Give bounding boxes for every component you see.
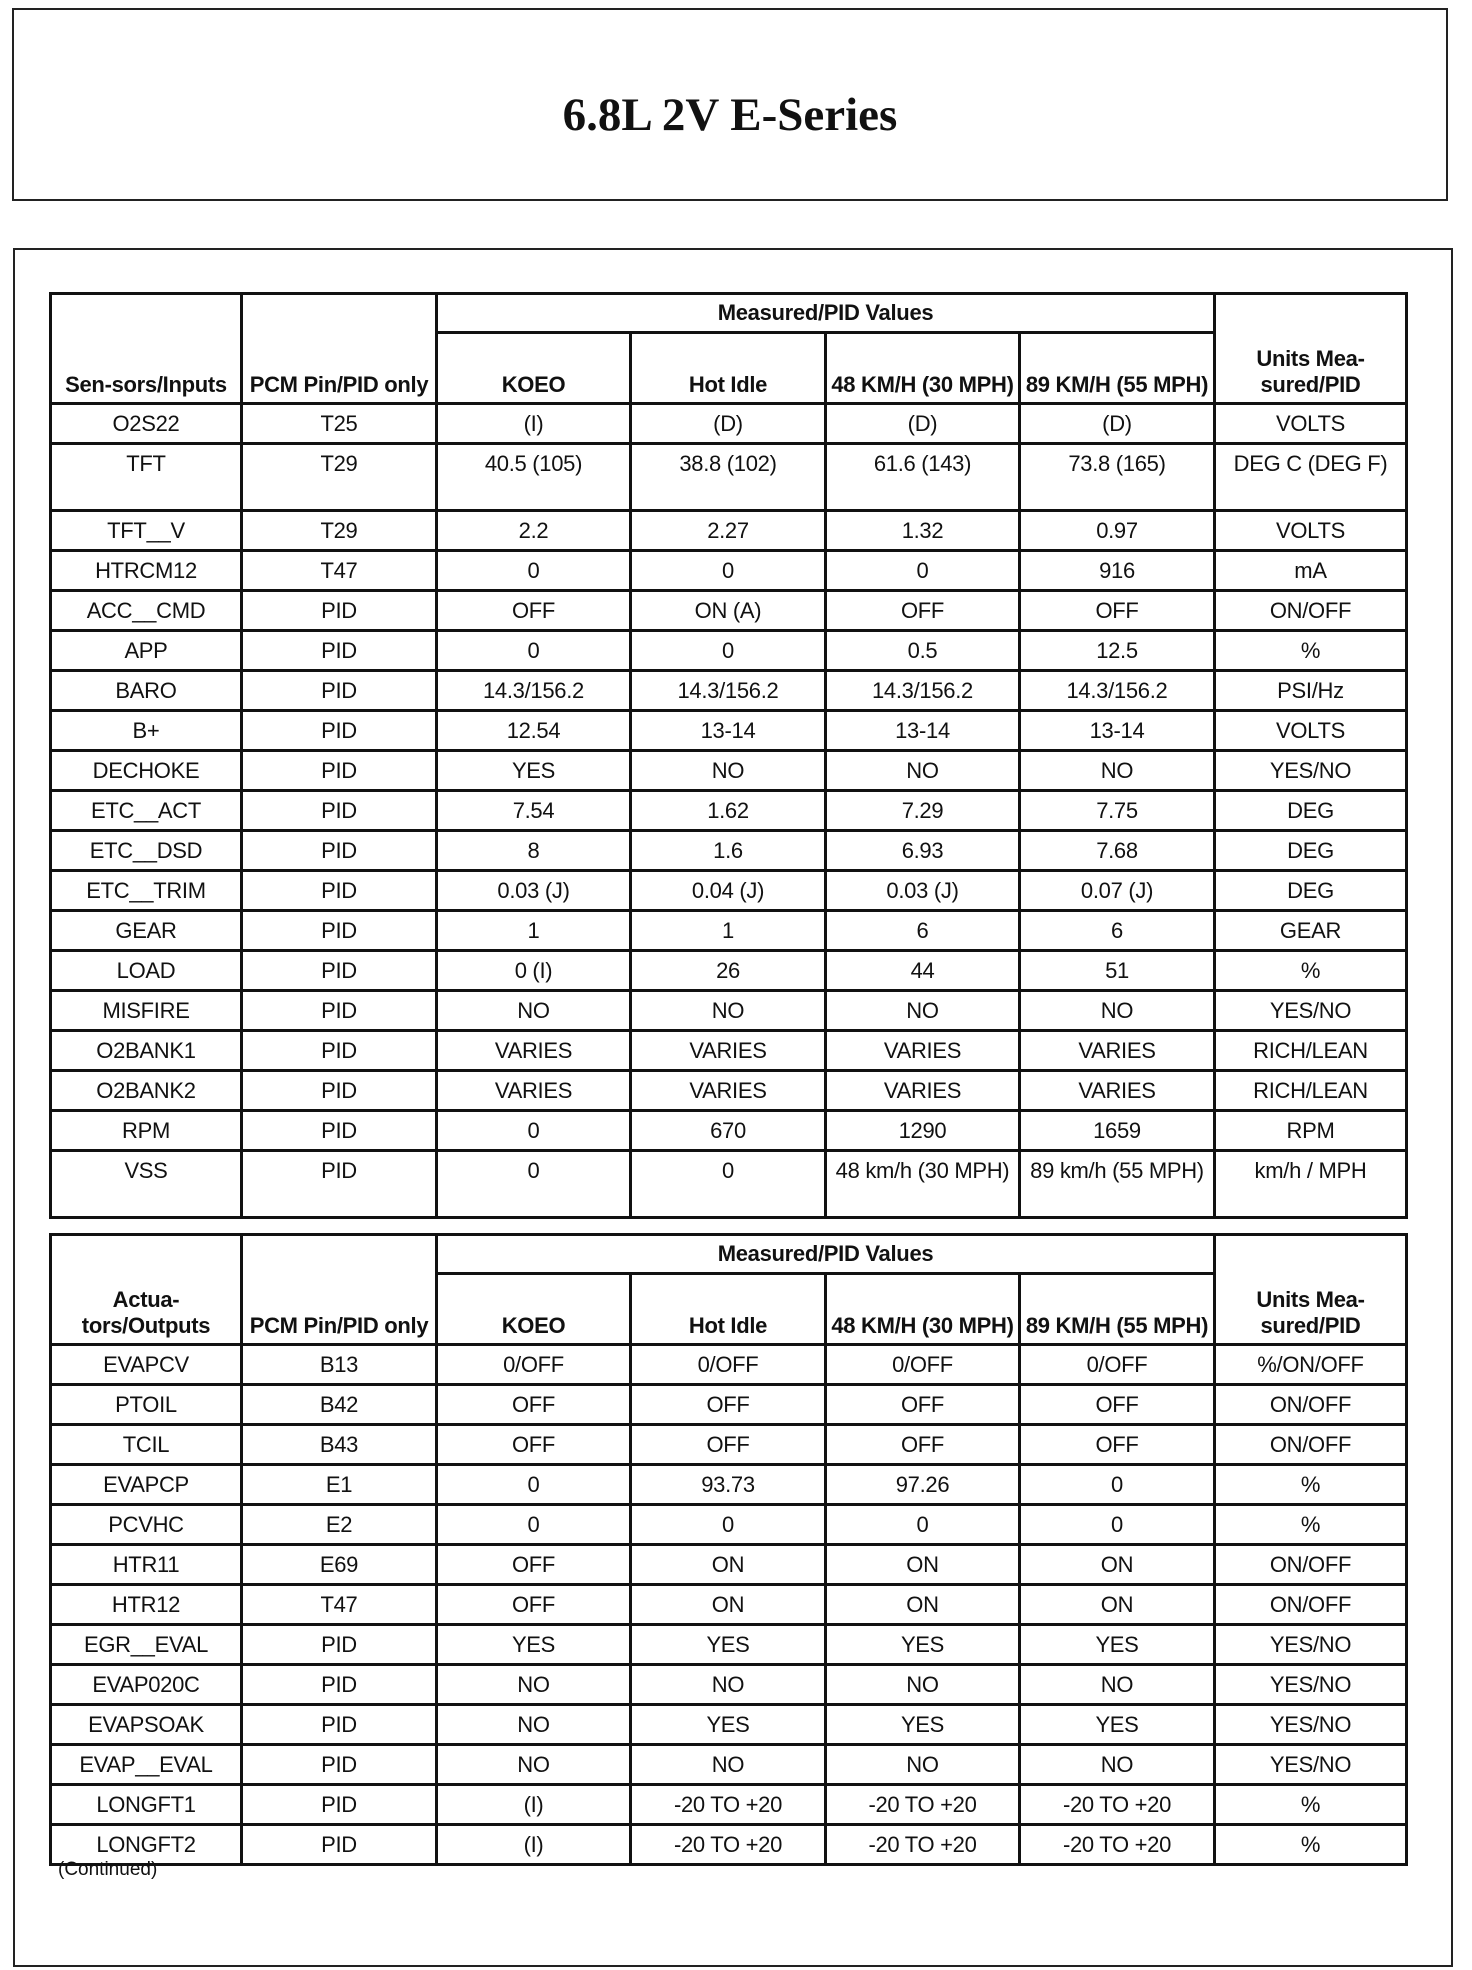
table-row [51,1385,1407,1425]
cell-name: GEAR [51,911,242,951]
cell-units: RICH/LEAN [1215,1031,1407,1071]
cell-name: RPM [51,1111,242,1151]
cell-name: PCVHC [51,1505,242,1545]
cell-hot-idle: NO [631,751,826,791]
cell-hot-idle: ON [631,1585,826,1625]
cell-pcm-pin: PID [242,1151,437,1218]
cell-hot-idle: 670 [631,1111,826,1151]
cell-48kmh: 0.03 (J) [826,871,1020,911]
cell-48kmh: 0.5 [826,631,1020,671]
table-row [51,1425,1407,1465]
cell-koeo: 2.2 [437,511,631,551]
cell-89kmh: YES [1020,1705,1215,1745]
cell-pcm-pin: PID [242,1665,437,1705]
cell-pcm-pin: T29 [242,444,437,511]
cell-pcm-pin: PID [242,1705,437,1745]
cell-koeo: 0 [437,631,631,671]
cell-48kmh: OFF [826,1425,1020,1465]
cell-89kmh: VARIES [1020,1031,1215,1071]
cell-koeo: NO [437,1665,631,1705]
cell-89kmh: 89 km/h (55 MPH) [1020,1151,1215,1218]
cell-units: PSI/Hz [1215,671,1407,711]
table-row [51,1585,1407,1625]
cell-hot-idle: OFF [631,1385,826,1425]
cell-48kmh: NO [826,1665,1020,1705]
cell-pcm-pin: T25 [242,404,437,444]
cell-48kmh: -20 TO +20 [826,1825,1020,1865]
table-row [51,871,1407,911]
cell-hot-idle: 14.3/156.2 [631,671,826,711]
cell-hot-idle: 1.6 [631,831,826,871]
cell-units: DEG [1215,831,1407,871]
header-units: Units Mea-sured/PID [1215,1235,1407,1345]
cell-pcm-pin: T29 [242,511,437,551]
cell-89kmh: NO [1020,1665,1215,1705]
cell-pcm-pin: T47 [242,551,437,591]
header-hot-idle: Hot Idle [631,333,826,404]
cell-pcm-pin: PID [242,1031,437,1071]
cell-48kmh: 44 [826,951,1020,991]
cell-units: DEG [1215,871,1407,911]
cell-koeo: OFF [437,1585,631,1625]
cell-hot-idle: ON [631,1545,826,1585]
header-units: Units Mea-sured/PID [1215,294,1407,404]
cell-name: O2BANK2 [51,1071,242,1111]
table-row [51,951,1407,991]
cell-hot-idle: ON (A) [631,591,826,631]
cell-name: EVAP020C [51,1665,242,1705]
cell-89kmh: OFF [1020,1385,1215,1425]
header-measured-values: Measured/PID Values [437,294,1215,333]
cell-89kmh: OFF [1020,1425,1215,1465]
cell-units: % [1215,1505,1407,1545]
cell-koeo: OFF [437,1385,631,1425]
cell-pcm-pin: E1 [242,1465,437,1505]
actuators-outputs-table [49,1233,1408,1866]
cell-89kmh: -20 TO +20 [1020,1785,1215,1825]
header-89kmh: 89 KM/H (55 MPH) [1020,1274,1215,1345]
cell-48kmh: OFF [826,1385,1020,1425]
table-row [51,1031,1407,1071]
header-actuators-outputs: Actua-tors/Outputs [51,1235,242,1345]
cell-units: YES/NO [1215,1625,1407,1665]
table-row [51,1825,1407,1865]
cell-hot-idle: 26 [631,951,826,991]
cell-89kmh: 7.68 [1020,831,1215,871]
sensors-inputs-table [49,292,1408,1219]
cell-koeo: NO [437,1705,631,1745]
cell-units: mA [1215,551,1407,591]
cell-koeo: VARIES [437,1031,631,1071]
cell-89kmh: 0 [1020,1465,1215,1505]
cell-name: HTR12 [51,1585,242,1625]
header-48kmh: 48 KM/H (30 MPH) [826,1274,1020,1345]
table-row [51,551,1407,591]
cell-pcm-pin: PID [242,1071,437,1111]
table-row [51,1745,1407,1785]
cell-89kmh: 916 [1020,551,1215,591]
cell-48kmh: OFF [826,591,1020,631]
cell-89kmh: 0.97 [1020,511,1215,551]
cell-units: ON/OFF [1215,1545,1407,1585]
cell-pcm-pin: PID [242,671,437,711]
cell-units: km/h / MPH [1215,1151,1407,1218]
cell-name: EVAPCP [51,1465,242,1505]
cell-89kmh: 0 [1020,1505,1215,1545]
cell-hot-idle: OFF [631,1425,826,1465]
cell-units: ON/OFF [1215,1585,1407,1625]
cell-48kmh: ON [826,1585,1020,1625]
cell-koeo: 0/OFF [437,1345,631,1385]
cell-koeo: 0 [437,551,631,591]
cell-hot-idle: 0.04 (J) [631,871,826,911]
table-row [51,511,1407,551]
cell-koeo: OFF [437,591,631,631]
cell-hot-idle: 1.62 [631,791,826,831]
cell-koeo: VARIES [437,1071,631,1111]
cell-48kmh: NO [826,991,1020,1031]
cell-hot-idle: VARIES [631,1031,826,1071]
table-row [51,1545,1407,1585]
cell-koeo: (I) [437,1785,631,1825]
cell-pcm-pin: E2 [242,1505,437,1545]
cell-koeo: 8 [437,831,631,871]
cell-name: VSS [51,1151,242,1218]
cell-pcm-pin: B13 [242,1345,437,1385]
cell-48kmh: (D) [826,404,1020,444]
cell-pcm-pin: E69 [242,1545,437,1585]
cell-89kmh: 51 [1020,951,1215,991]
cell-units: YES/NO [1215,991,1407,1031]
cell-48kmh: 7.29 [826,791,1020,831]
cell-89kmh: 73.8 (165) [1020,444,1215,511]
cell-koeo: OFF [437,1545,631,1585]
cell-48kmh: 6.93 [826,831,1020,871]
cell-hot-idle: 0 [631,1505,826,1545]
cell-units: GEAR [1215,911,1407,951]
cell-koeo: 40.5 (105) [437,444,631,511]
cell-name: O2S22 [51,404,242,444]
table-row [51,1111,1407,1151]
cell-name: ETC__TRIM [51,871,242,911]
cell-units: % [1215,1465,1407,1505]
header-48kmh: 48 KM/H (30 MPH) [826,333,1020,404]
cell-pcm-pin: PID [242,751,437,791]
cell-units: % [1215,631,1407,671]
cell-name: B+ [51,711,242,751]
cell-89kmh: NO [1020,1745,1215,1785]
cell-pcm-pin: PID [242,1785,437,1825]
cell-name: EVAPSOAK [51,1705,242,1745]
cell-koeo: 0 [437,1505,631,1545]
cell-hot-idle: 93.73 [631,1465,826,1505]
cell-units: YES/NO [1215,751,1407,791]
header-89kmh: 89 KM/H (55 MPH) [1020,333,1215,404]
cell-48kmh: 14.3/156.2 [826,671,1020,711]
header-pcm-pin: PCM Pin/PID only [242,294,437,404]
table-row [51,751,1407,791]
cell-name: HTRCM12 [51,551,242,591]
title-box [12,8,1448,201]
cell-89kmh: (D) [1020,404,1215,444]
cell-hot-idle: 1 [631,911,826,951]
cell-hot-idle: NO [631,1745,826,1785]
cell-pcm-pin: PID [242,1111,437,1151]
cell-48kmh: 0 [826,1505,1020,1545]
cell-units: % [1215,1785,1407,1825]
table-row [51,1505,1407,1545]
cell-hot-idle: 0/OFF [631,1345,826,1385]
cell-name: APP [51,631,242,671]
cell-name: LOAD [51,951,242,991]
cell-pcm-pin: PID [242,791,437,831]
cell-name: ETC__DSD [51,831,242,871]
cell-units: DEG [1215,791,1407,831]
cell-units: %/ON/OFF [1215,1345,1407,1385]
table-row [51,791,1407,831]
table-row [51,1625,1407,1665]
cell-pcm-pin: PID [242,1745,437,1785]
cell-name: LONGFT2 [51,1825,242,1865]
cell-units: ON/OFF [1215,591,1407,631]
cell-89kmh: -20 TO +20 [1020,1825,1215,1865]
cell-name: TCIL [51,1425,242,1465]
cell-89kmh: YES [1020,1625,1215,1665]
table-row [51,671,1407,711]
table-row [51,831,1407,871]
cell-koeo: YES [437,1625,631,1665]
cell-pcm-pin: PID [242,591,437,631]
cell-hot-idle: YES [631,1625,826,1665]
cell-name: O2BANK1 [51,1031,242,1071]
cell-hot-idle: -20 TO +20 [631,1785,826,1825]
cell-89kmh: 6 [1020,911,1215,951]
cell-hot-idle: (D) [631,404,826,444]
cell-hot-idle: YES [631,1705,826,1745]
table-row [51,711,1407,751]
cell-name: ACC__CMD [51,591,242,631]
cell-koeo: 12.54 [437,711,631,751]
page-title: 6.8L 2V E-Series [562,89,898,141]
table-row [51,1465,1407,1505]
table-row [51,631,1407,671]
cell-koeo: 0 [437,1465,631,1505]
cell-pcm-pin: PID [242,911,437,951]
cell-units: YES/NO [1215,1665,1407,1705]
cell-pcm-pin: PID [242,1825,437,1865]
cell-48kmh: NO [826,751,1020,791]
cell-89kmh: ON [1020,1585,1215,1625]
cell-48kmh: 1.32 [826,511,1020,551]
cell-pcm-pin: PID [242,631,437,671]
cell-89kmh: 13-14 [1020,711,1215,751]
cell-48kmh: 6 [826,911,1020,951]
cell-89kmh: 14.3/156.2 [1020,671,1215,711]
cell-pcm-pin: PID [242,991,437,1031]
cell-89kmh: 1659 [1020,1111,1215,1151]
cell-89kmh: ON [1020,1545,1215,1585]
cell-hot-idle: VARIES [631,1071,826,1111]
cell-koeo: NO [437,1745,631,1785]
cell-name: TFT [51,444,242,511]
cell-units: RPM [1215,1111,1407,1151]
cell-48kmh: ON [826,1545,1020,1585]
cell-units: YES/NO [1215,1745,1407,1785]
cell-name: LONGFT1 [51,1785,242,1825]
cell-name: MISFIRE [51,991,242,1031]
cell-pcm-pin: PID [242,1625,437,1665]
cell-48kmh: NO [826,1745,1020,1785]
cell-koeo: (I) [437,404,631,444]
cell-89kmh: OFF [1020,591,1215,631]
cell-hot-idle: NO [631,1665,826,1705]
cell-koeo: OFF [437,1425,631,1465]
cell-48kmh: 0/OFF [826,1345,1020,1385]
cell-48kmh: YES [826,1625,1020,1665]
cell-89kmh: 12.5 [1020,631,1215,671]
cell-name: EVAP__EVAL [51,1745,242,1785]
cell-koeo: 0.03 (J) [437,871,631,911]
cell-pcm-pin: PID [242,871,437,911]
cell-units: VOLTS [1215,404,1407,444]
table-row [51,1785,1407,1825]
table-row [51,1705,1407,1745]
cell-units: VOLTS [1215,711,1407,751]
table-row [51,991,1407,1031]
cell-name: BARO [51,671,242,711]
cell-48kmh: 48 km/h (30 MPH) [826,1151,1020,1218]
cell-units: RICH/LEAN [1215,1071,1407,1111]
cell-koeo: 0 [437,1151,631,1218]
cell-units: ON/OFF [1215,1385,1407,1425]
cell-units: DEG C (DEG F) [1215,444,1407,511]
cell-units: % [1215,951,1407,991]
cell-pcm-pin: B42 [242,1385,437,1425]
cell-koeo: 7.54 [437,791,631,831]
table-row [51,1665,1407,1705]
continued-note: (Continued) [58,1859,158,1880]
header-pcm-pin: PCM Pin/PID only [242,1235,437,1345]
cell-48kmh: 0 [826,551,1020,591]
cell-hot-idle: 0 [631,551,826,591]
cell-pcm-pin: PID [242,711,437,751]
cell-hot-idle: 2.27 [631,511,826,551]
cell-name: EGR__EVAL [51,1625,242,1665]
cell-hot-idle: 0 [631,631,826,671]
cell-48kmh: -20 TO +20 [826,1785,1020,1825]
cell-koeo: 0 [437,1111,631,1151]
cell-89kmh: NO [1020,751,1215,791]
cell-koeo: 0 (I) [437,951,631,991]
cell-hot-idle: 13-14 [631,711,826,751]
table-row [51,404,1407,444]
cell-units: YES/NO [1215,1705,1407,1745]
table-row [51,911,1407,951]
cell-name: ETC__ACT [51,791,242,831]
cell-name: DECHOKE [51,751,242,791]
cell-pcm-pin: T47 [242,1585,437,1625]
cell-89kmh: NO [1020,991,1215,1031]
cell-koeo: YES [437,751,631,791]
header-measured-values: Measured/PID Values [437,1235,1215,1274]
cell-48kmh: 97.26 [826,1465,1020,1505]
cell-pcm-pin: PID [242,951,437,991]
table-row [51,1345,1407,1385]
table-row [51,591,1407,631]
cell-48kmh: 61.6 (143) [826,444,1020,511]
cell-hot-idle: 0 [631,1151,826,1218]
cell-name: PTOIL [51,1385,242,1425]
cell-48kmh: VARIES [826,1031,1020,1071]
cell-48kmh: 13-14 [826,711,1020,751]
cell-name: HTR11 [51,1545,242,1585]
cell-48kmh: VARIES [826,1071,1020,1111]
table-row [51,444,1407,511]
cell-units: ON/OFF [1215,1425,1407,1465]
header-koeo: KOEO [437,1274,631,1345]
cell-units: % [1215,1825,1407,1865]
cell-48kmh: YES [826,1705,1020,1745]
cell-hot-idle: 38.8 (102) [631,444,826,511]
cell-89kmh: 0.07 (J) [1020,871,1215,911]
cell-hot-idle: NO [631,991,826,1031]
cell-units: VOLTS [1215,511,1407,551]
cell-name: TFT__V [51,511,242,551]
cell-pcm-pin: PID [242,831,437,871]
header-hot-idle: Hot Idle [631,1274,826,1345]
cell-koeo: 14.3/156.2 [437,671,631,711]
cell-koeo: 1 [437,911,631,951]
cell-48kmh: 1290 [826,1111,1020,1151]
cell-89kmh: VARIES [1020,1071,1215,1111]
table-row [51,1071,1407,1111]
table-row [51,1151,1407,1218]
cell-koeo: NO [437,991,631,1031]
header-koeo: KOEO [437,333,631,404]
cell-89kmh: 0/OFF [1020,1345,1215,1385]
cell-pcm-pin: B43 [242,1425,437,1465]
cell-name: EVAPCV [51,1345,242,1385]
cell-89kmh: 7.75 [1020,791,1215,831]
cell-hot-idle: -20 TO +20 [631,1825,826,1865]
header-sensors-inputs: Sen-sors/Inputs [51,294,242,404]
cell-koeo: (I) [437,1825,631,1865]
